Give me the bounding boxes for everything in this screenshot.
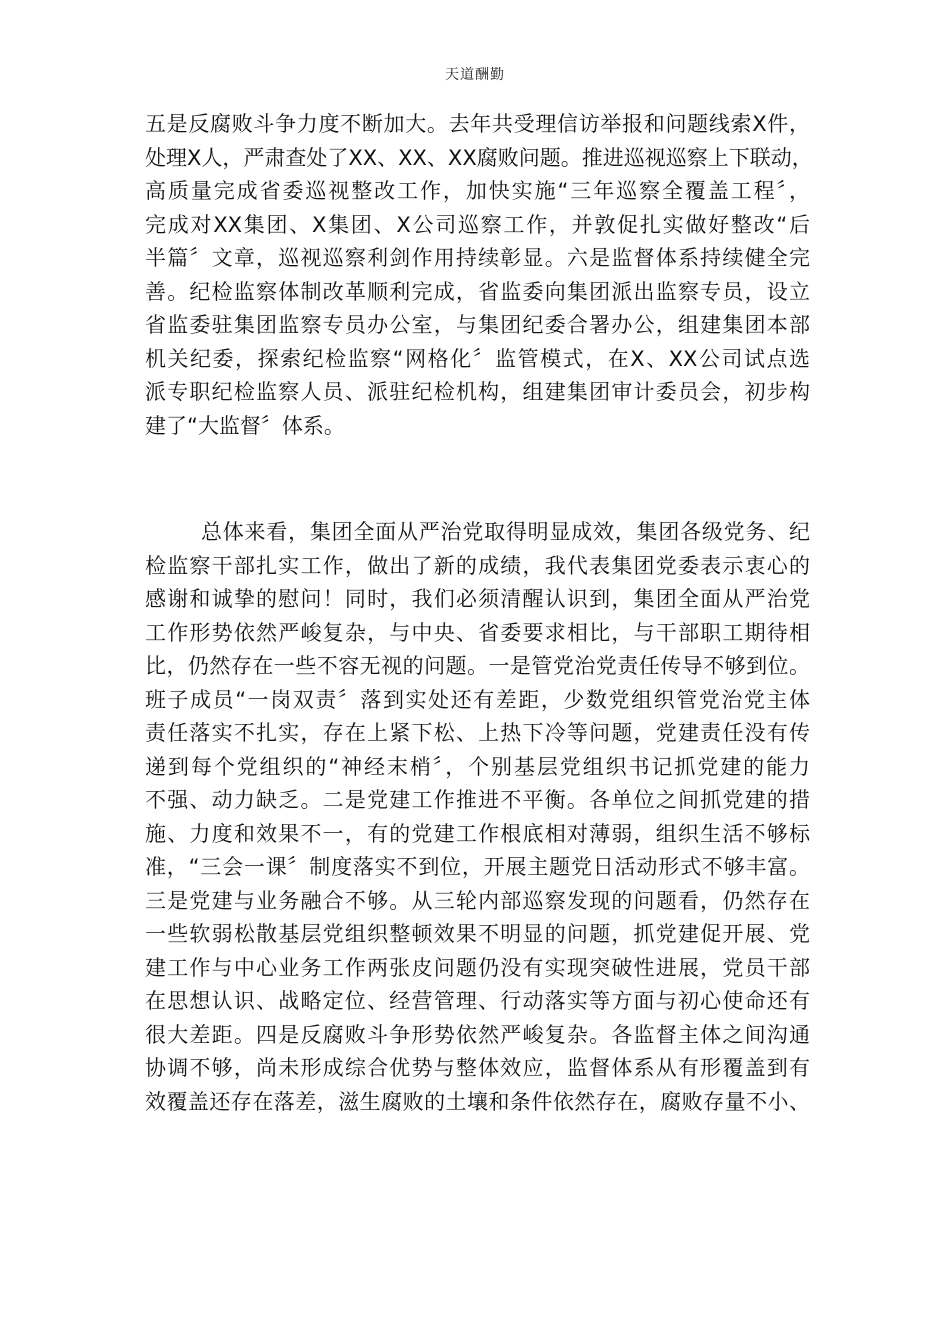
text-line: 检监察干部扎实工作，做出了新的成绩，我代表集团党委表示衷心的	[145, 553, 810, 578]
text-line: 机关纪委，探索纪检监察“网格化〞监管模式，在X、XX公司试点选	[145, 346, 810, 371]
text-line: 效覆盖还存在落差，滋生腐败的土壤和条件依然存在，腐败存量不小、	[145, 1089, 810, 1114]
text-line: 施、力度和效果不一，有的党建工作根底相对薄弱，组织生活不够标	[145, 821, 810, 846]
text-line: 建工作与中心业务工作两张皮问题仍没有实现突破性进展，党员干部	[145, 955, 810, 980]
text-line: 不强、动力缺乏。二是党建工作推进不平衡。各单位之间抓党建的措	[145, 788, 810, 812]
paragraph-1	[145, 108, 813, 443]
text-line: 在思想认识、战略定位、经营管理、行动落实等方面与初心使命还有	[145, 989, 810, 1013]
paragraph-2	[145, 516, 810, 1119]
text-line: 递到每个党组织的“神经末梢〞，个别基层党组织书记抓党建的能力	[145, 754, 810, 779]
text-line: 工作形势依然严峻复杂，与中央、省委要求相比，与干部职工期待相	[145, 620, 810, 645]
text-line: 班子成员“一岗双责〞落到实处还有差距，少数党组织管党治党主体	[145, 687, 810, 712]
text-line: 一些软弱松散基层党组织整顿效果不明显的问题，抓党建促开展、党	[145, 922, 810, 946]
text-line: 高质量完成省委巡视整改工作，加快实施“三年巡察全覆盖工程〞，	[145, 179, 810, 203]
text-line: 三是党建与业务融合不够。从三轮内部巡察发现的问题看，仍然存在	[145, 888, 810, 913]
text-line: 准，“三会一课〞制度落实不到位，开展主题党日活动形式不够丰富。	[145, 855, 810, 879]
text-line: 很大差距。四是反腐败斗争形势依然严峻复杂。各监督主体之间沟通	[145, 1022, 810, 1047]
text-line: 责任落实不扎实，存在上紧下松、上热下冷等问题，党建责任没有传	[145, 721, 810, 745]
text-line: 五是反腐败斗争力度不断加大。去年共受理信访举报和问题线索X件，	[145, 112, 810, 136]
text-line: 善。纪检监察体制改革顺利完成，省监委向集团派出监察专员，设立	[145, 279, 810, 304]
text-line: 省监委驻集团监察专员办公室，与集团纪委合署办公，组建集团本部	[145, 313, 810, 337]
text-line: 协调不够，尚未形成综合优势与整体效应，监督体系从有形覆盖到有	[145, 1056, 810, 1080]
text-line: 比，仍然存在一些不容无视的问题。一是管党治党责任传导不够到位。	[145, 654, 810, 678]
text-line: 完成对XX集团、X集团、X公司巡察工作，并敦促扎实做好整改“后	[145, 212, 811, 237]
text-line: 半篇〞文章，巡视巡察利剑作用持续彰显。六是监督体系持续健全完	[145, 246, 810, 270]
page-header: 天道酬勤	[445, 67, 505, 83]
text-line: 建了“大监督〞体系。	[145, 413, 345, 438]
text-line: 处理X人，严肃查处了XX、XX、XX腐败问题。推进巡视巡察上下联动，	[145, 145, 813, 170]
text-line: 总体来看，集团全面从严治党取得明显成效，集团各级党务、纪	[201, 520, 810, 544]
text-line: 派专职纪检监察人员、派驻纪检机构，组建集团审计委员会，初步构	[145, 380, 810, 404]
text-line: 感谢和诚挚的慰问！同时，我们必须清醒认识到，集团全面从严治党	[145, 587, 810, 611]
